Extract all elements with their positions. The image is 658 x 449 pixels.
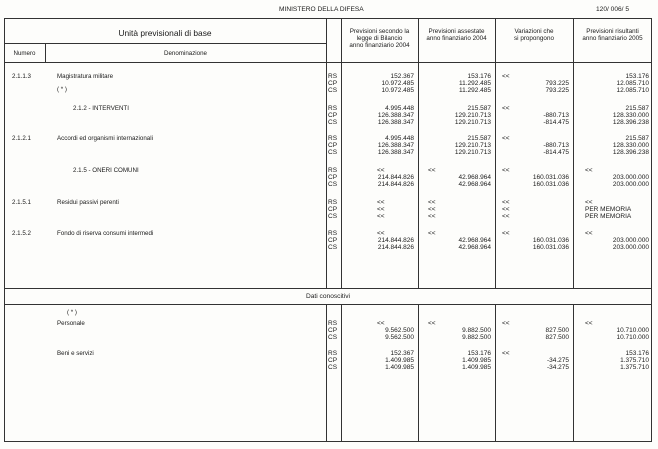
value-col1: 1.409.985 — [385, 357, 414, 364]
value-col2: 129.210.713 — [454, 119, 491, 126]
value-col2: 1.409.985 — [462, 357, 491, 364]
value-col2: 42.968.964 — [458, 181, 491, 188]
value-col4: << — [585, 167, 593, 174]
denominazione-header: Denominazione — [164, 50, 207, 57]
row-type: RS — [328, 230, 338, 237]
value-col1: 152.367 — [390, 73, 414, 80]
value-col2: 11.292.485 — [458, 80, 491, 87]
value-col1: 214.844.826 — [377, 181, 414, 188]
value-col1: 214.844.826 — [377, 174, 414, 181]
value-col1: 4.995.448 — [385, 105, 414, 112]
value-col1: << — [377, 206, 385, 213]
value-col1: 126.388.347 — [377, 119, 414, 126]
value-col1: 152.367 — [390, 350, 414, 357]
value-col1: 214.844.826 — [377, 237, 414, 244]
row-type: CP — [328, 142, 338, 149]
value-col2: 129.210.713 — [454, 112, 491, 119]
dati-title-line — [4, 304, 652, 305]
value-col3: << — [502, 230, 510, 237]
row-type: CS — [328, 334, 338, 341]
value-col2: 129.210.713 — [454, 149, 491, 156]
value-col3: << — [502, 135, 510, 142]
value-col3: 160.031.036 — [532, 237, 569, 244]
value-col3: -814.475 — [543, 119, 569, 126]
value-col2: << — [428, 167, 436, 174]
value-col1: 1.409.985 — [385, 364, 414, 371]
row-type: RS — [328, 199, 338, 206]
dati-title: Dati conoscitivi — [306, 293, 350, 300]
value-col3: -34.275 — [546, 357, 569, 364]
value-col2: 1.409.985 — [462, 364, 491, 371]
col3-header: Variazioni che si propongono — [514, 28, 554, 43]
value-col3: << — [502, 73, 510, 80]
value-col4: 128.330.000 — [612, 142, 649, 149]
value-col2: 42.968.964 — [458, 174, 491, 181]
value-col1: 10.972.485 — [381, 87, 414, 94]
dati-note-mark: ( * ) — [67, 309, 77, 316]
value-col2: 11.292.485 — [458, 87, 491, 94]
row-type: RS — [328, 73, 338, 80]
col1-header: Previsioni secondo la legge di Bilancio anno finanziario 2004 — [349, 28, 410, 50]
value-col1: 126.388.347 — [377, 142, 414, 149]
value-col1: 4.995.448 — [385, 135, 414, 142]
value-col4: 153.176 — [625, 73, 649, 80]
value-col3: << — [502, 167, 510, 174]
value-col3: -34.275 — [546, 364, 569, 371]
value-col2: << — [428, 320, 436, 327]
value-col2: << — [428, 230, 436, 237]
row-type: CS — [328, 149, 338, 156]
header-divider — [4, 43, 326, 44]
header-bottom-line — [4, 62, 652, 63]
value-col4: 128.396.238 — [612, 149, 649, 156]
value-col3: << — [502, 105, 510, 112]
note-mark: ( * ) — [57, 86, 67, 93]
value-col2: 42.968.964 — [458, 237, 491, 244]
value-col4: 1.375.710 — [620, 357, 649, 364]
type-divider — [326, 18, 327, 288]
value-col3: 793.225 — [545, 80, 569, 87]
row-name: Personale — [57, 320, 85, 327]
value-col4: << — [585, 199, 593, 206]
value-col3: -814.475 — [543, 149, 569, 156]
row-type: CS — [328, 364, 338, 371]
value-col3: 160.031.036 — [532, 174, 569, 181]
row-type: CP — [328, 357, 338, 364]
value-col4: 1.375.710 — [620, 364, 649, 371]
value-col3: << — [502, 206, 510, 213]
value-col4: 215.587 — [625, 135, 649, 142]
dati-col4-divider — [573, 304, 574, 442]
value-col2: 153.176 — [467, 350, 491, 357]
row-type: RS — [328, 105, 338, 112]
row-type: CS — [328, 87, 338, 94]
value-col2: 9.882.500 — [462, 334, 491, 341]
ministry-title: MINISTERO DELLA DIFESA — [279, 6, 364, 13]
value-col3: << — [502, 320, 510, 327]
row-name: Magistratura militare — [57, 73, 114, 80]
row-name: Beni e servizi — [57, 350, 94, 357]
value-col4: 203.000.000 — [612, 237, 649, 244]
value-col4: 128.330.000 — [612, 112, 649, 119]
row-numero: 2.1.2.1 — [12, 135, 31, 142]
value-col1: << — [377, 213, 385, 220]
value-col4: 203.000.000 — [612, 174, 649, 181]
value-col3: 793.225 — [545, 87, 569, 94]
value-col1: 126.388.347 — [377, 149, 414, 156]
row-numero: 2.1.5.2 — [12, 230, 31, 237]
value-col1: << — [377, 199, 385, 206]
value-col4: 215.587 — [625, 105, 649, 112]
value-col2: 215.587 — [467, 105, 491, 112]
value-col4: PER MEMORIA — [585, 206, 632, 213]
col2-header: Previsioni assestate anno finanziario 2004 — [426, 28, 487, 43]
value-col1: << — [377, 167, 385, 174]
row-type: CS — [328, 181, 338, 188]
value-col3: -880.713 — [543, 112, 569, 119]
value-col3: 160.031.036 — [532, 244, 569, 251]
value-col3: 827.500 — [545, 327, 569, 334]
value-col4: 10.710.000 — [616, 327, 649, 334]
value-col4: 10.710.000 — [616, 334, 649, 341]
row-type: CS — [328, 213, 338, 220]
row-type: CP — [328, 327, 338, 334]
dati-top-line — [4, 288, 652, 289]
value-col1: 126.388.347 — [377, 112, 414, 119]
value-col4: 128.396.238 — [612, 119, 649, 126]
row-type: RS — [328, 320, 338, 327]
value-col3: << — [502, 213, 510, 220]
value-col4: 12.085.710 — [616, 80, 649, 87]
value-col1: 10.972.485 — [381, 80, 414, 87]
value-col2: << — [428, 213, 436, 220]
numero-header: Numero — [13, 50, 36, 57]
value-col1: 214.844.826 — [377, 244, 414, 251]
value-col4: PER MEMORIA — [585, 213, 632, 220]
row-type: CP — [328, 206, 338, 213]
value-col2: 9.882.500 — [462, 327, 491, 334]
col4-header: Previsioni risultanti anno finanziario 2005 — [582, 28, 643, 43]
value-col4: 12.085.710 — [616, 87, 649, 94]
value-col3: 827.500 — [545, 334, 569, 341]
row-numero: 2.1.5.1 — [12, 199, 31, 206]
value-col1: << — [377, 320, 385, 327]
row-type: CS — [328, 244, 338, 251]
row-name: Accordi ed organismi internazionali — [57, 135, 153, 142]
row-name: Residui passivi perenti — [57, 199, 119, 206]
value-col3: << — [502, 350, 510, 357]
value-col2: 153.176 — [467, 73, 491, 80]
row-name: 2.1.2 - INTERVENTI — [73, 105, 129, 112]
row-type: CP — [328, 237, 338, 244]
row-type: CS — [328, 119, 338, 126]
dati-type-divider — [326, 304, 327, 442]
value-col2: << — [428, 199, 436, 206]
value-col2: 129.210.713 — [454, 142, 491, 149]
value-col4: 203.000.000 — [612, 244, 649, 251]
value-col2: << — [428, 206, 436, 213]
row-numero: 2.1.1.3 — [12, 73, 31, 80]
dati-col3-divider — [495, 304, 496, 442]
value-col3: << — [502, 199, 510, 206]
row-type: RS — [328, 135, 338, 142]
row-type: CP — [328, 80, 338, 87]
value-col4: 153.176 — [625, 350, 649, 357]
row-name: Fondo di riserva consumi intermedi — [57, 230, 154, 237]
value-col1: 9.562.500 — [385, 327, 414, 334]
row-type: CP — [328, 174, 338, 181]
value-col1: << — [377, 230, 385, 237]
row-name: 2.1.5 - ONERI COMUNI — [73, 167, 139, 174]
row-type: CP — [328, 112, 338, 119]
value-col4: << — [585, 230, 593, 237]
dati-col2-divider — [418, 304, 419, 442]
row-type: RS — [328, 167, 338, 174]
unit-title: Unità previsionali di base — [118, 28, 212, 38]
value-col1: 9.562.500 — [385, 334, 414, 341]
value-col3: 160.031.036 — [532, 181, 569, 188]
value-col4: 203.000.000 — [612, 181, 649, 188]
row-type: RS — [328, 350, 338, 357]
value-col3: -880.713 — [543, 142, 569, 149]
value-col4: << — [585, 320, 593, 327]
value-col2: 215.587 — [467, 135, 491, 142]
page-reference: 120/ 006/ 5 — [596, 6, 629, 13]
value-col2: 42.968.964 — [458, 244, 491, 251]
